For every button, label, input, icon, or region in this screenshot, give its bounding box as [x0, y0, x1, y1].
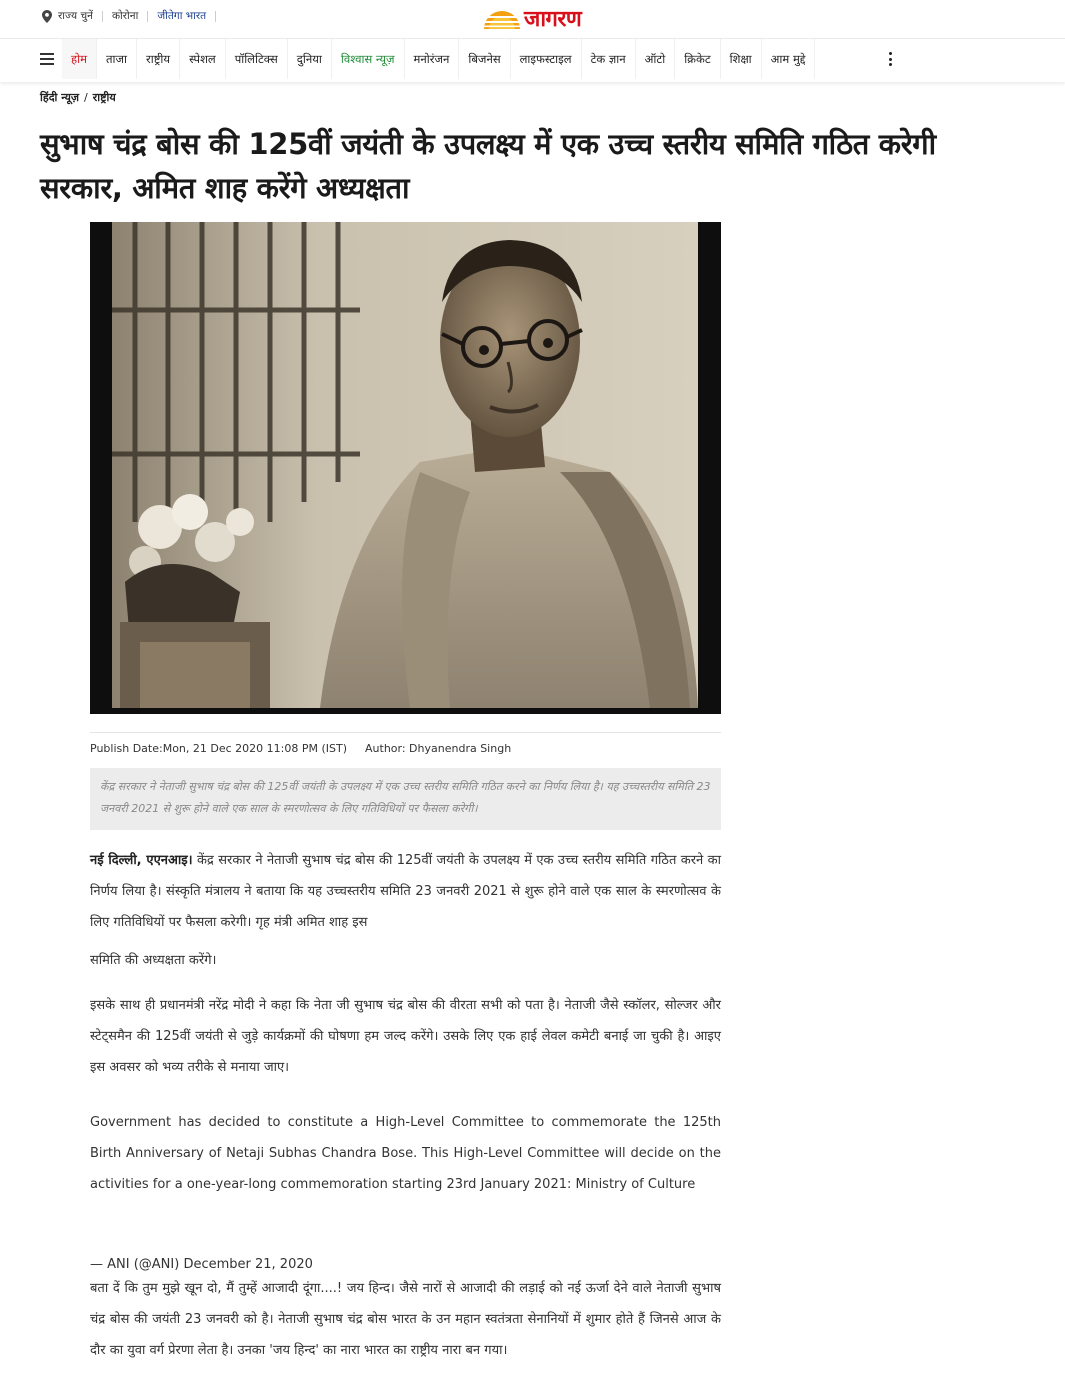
dateline: नई दिल्ली, एएनआइ। — [90, 853, 193, 868]
utility-links — [42, 9, 225, 23]
nav-item-home[interactable]: होम — [62, 39, 97, 79]
article-title: सुभाष चंद्र बोस की 125वीं जयंती के उपलक्ष्य में एक उच्च स्तरीय समिति गठित करेगी सरकार, अमित शाह करेंगे अध्यक्षता — [40, 127, 936, 205]
nav-item-duniya[interactable]: दुनिया — [288, 39, 332, 79]
nav-item-special[interactable]: स्पेशल — [180, 39, 226, 79]
logo-text: जागरण — [524, 7, 582, 32]
corona-link[interactable]: कोरोना — [111, 10, 139, 22]
portrait-photo — [90, 222, 721, 714]
top-utility-bar — [0, 0, 1065, 38]
jagran-logo[interactable] — [482, 5, 581, 31]
article-hero-image — [90, 222, 721, 714]
state-select-link[interactable]: राज्य चुनें — [58, 10, 93, 22]
nav-item-shiksha[interactable]: शिक्षा — [721, 39, 762, 79]
article-meta — [90, 732, 721, 755]
article-paragraph: बता दें कि तुम मुझे खून दो, मैं तुम्हें आजादी दूंगा....! जय हिन्द। जैसे नारों से आजादी की लड़ाई को नई ऊर्जा देने वाले नेताजी सुभाष चंद्र बोस की जयंती 23 जनवरी को है। नेताजी सुभाष चंद्र बोस भारत के उन महान स्वतंत्रता सेनानियों में शुमार होते हैं जिनसे आज के दौर का युवा वर्ग प्रेरणा लेता है। उनका 'जय हिन्द' का नारा भारत का राष्ट्रीय नारा बन गया। — [90, 1281, 721, 1358]
nav-item-aam-mudde[interactable]: आम मुद्दे — [762, 39, 816, 79]
article-paragraph — [90, 845, 721, 938]
breadcrumb-separator: / — [84, 91, 88, 104]
embedded-tweet-text: Government has decided to constitute a High-Level Committee to commemorate the 125th Birth Anniversary of Netaji Subhas Chandra Bose. This High-Level Committee will decide on the activities for a one-year-long commemoration starting 23rd January 2021: Ministry of Culture — [90, 1115, 721, 1192]
rising-sun-logo-icon — [482, 7, 522, 29]
nav-item-business[interactable]: बिजनेस — [459, 39, 510, 79]
divider — [102, 11, 103, 22]
breadcrumb-section-link[interactable]: राष्ट्रीय — [92, 91, 116, 104]
divider — [215, 11, 216, 22]
location-pin-icon[interactable] — [42, 10, 52, 23]
main-navigation — [0, 38, 1065, 82]
nav-item-lifestyle[interactable]: लाइफस्टाइल — [511, 39, 582, 79]
nav-item-vishvas-news[interactable]: विश्वास न्यूज़ — [332, 39, 405, 79]
nav-item-tech-gyan[interactable]: टेक ज्ञान — [582, 39, 636, 79]
article-paragraph: इसके साथ ही प्रधानमंत्री नरेंद्र मोदी ने कहा कि नेता जी सुभाष चंद्र बोस की वीरता सभी को पता है। नेताजी जैसे स्कॉलर, सोल्जर और स्टेट्समैन की 125वीं जयंती से जुड़े कार्यक्रमों की घोषणा हम जल्द करेंगे। उसके लिए एक हाई लेवल कमेटी बनाई जा चुकी है। आइए इस अवसर को भव्य तरीके से मनाया जाए। — [90, 998, 721, 1075]
nav-item-taaza[interactable]: ताजा — [97, 39, 137, 79]
breadcrumb — [40, 90, 116, 105]
nav-list — [62, 39, 815, 79]
nav-item-auto[interactable]: ऑटो — [636, 39, 676, 79]
nav-item-politics[interactable]: पॉलिटिक्स — [226, 39, 288, 79]
jeetega-bharat-link[interactable]: जीतेगा भारत — [157, 10, 207, 22]
hamburger-menu-icon[interactable] — [40, 53, 54, 65]
embedded-tweet-signature[interactable]: — ANI (@ANI) December 21, 2020 — [90, 1257, 313, 1272]
author-link[interactable]: Author: Dhyanendra Singh — [365, 742, 512, 755]
nav-item-manoranjan[interactable]: मनोरंजन — [405, 39, 460, 79]
more-vertical-icon[interactable] — [889, 52, 893, 66]
publish-date: Publish Date:Mon, 21 Dec 2020 11:08 PM (IST) — [90, 742, 348, 755]
paragraph-text: केंद्र सरकार ने नेताजी सुभाष चंद्र बोस की 125वीं जयंती के उपलक्ष्य में एक उच्च स्तरीय समिति गठित करने का निर्णय लिया है। संस्कृति मंत्रालय ने बताया कि यह उच्चस्तरीय समिति 23 जनवरी 2021 से शुरू होने वाले एक साल के स्मरणोत्सव के लिए गतिविधियों पर फैसला करेगी। गृह मंत्री अमित शाह इस — [90, 853, 721, 930]
divider — [147, 11, 148, 22]
breadcrumb-home-link[interactable]: हिंदी न्यूज़ — [40, 91, 79, 104]
nav-item-cricket[interactable]: क्रिकेट — [675, 39, 720, 79]
article-paragraph: समिति की अध्यक्षता करेंगे। — [90, 953, 217, 968]
nav-item-rashtriya[interactable]: राष्ट्रीय — [137, 39, 180, 79]
article-summary: केंद्र सरकार ने नेताजी सुभाष चंद्र बोस की 125वीं जयंती के उपलक्ष्य में एक उच्च स्तरीय समिति गठित करने का निर्णय लिया है। यह उच्चस्तरीय समिति 23 जनवरी 2021 से शुरू होने वाले एक साल के स्मरणोत्सव के लिए गतिविधियों पर फैसला करेगी। — [90, 768, 721, 830]
